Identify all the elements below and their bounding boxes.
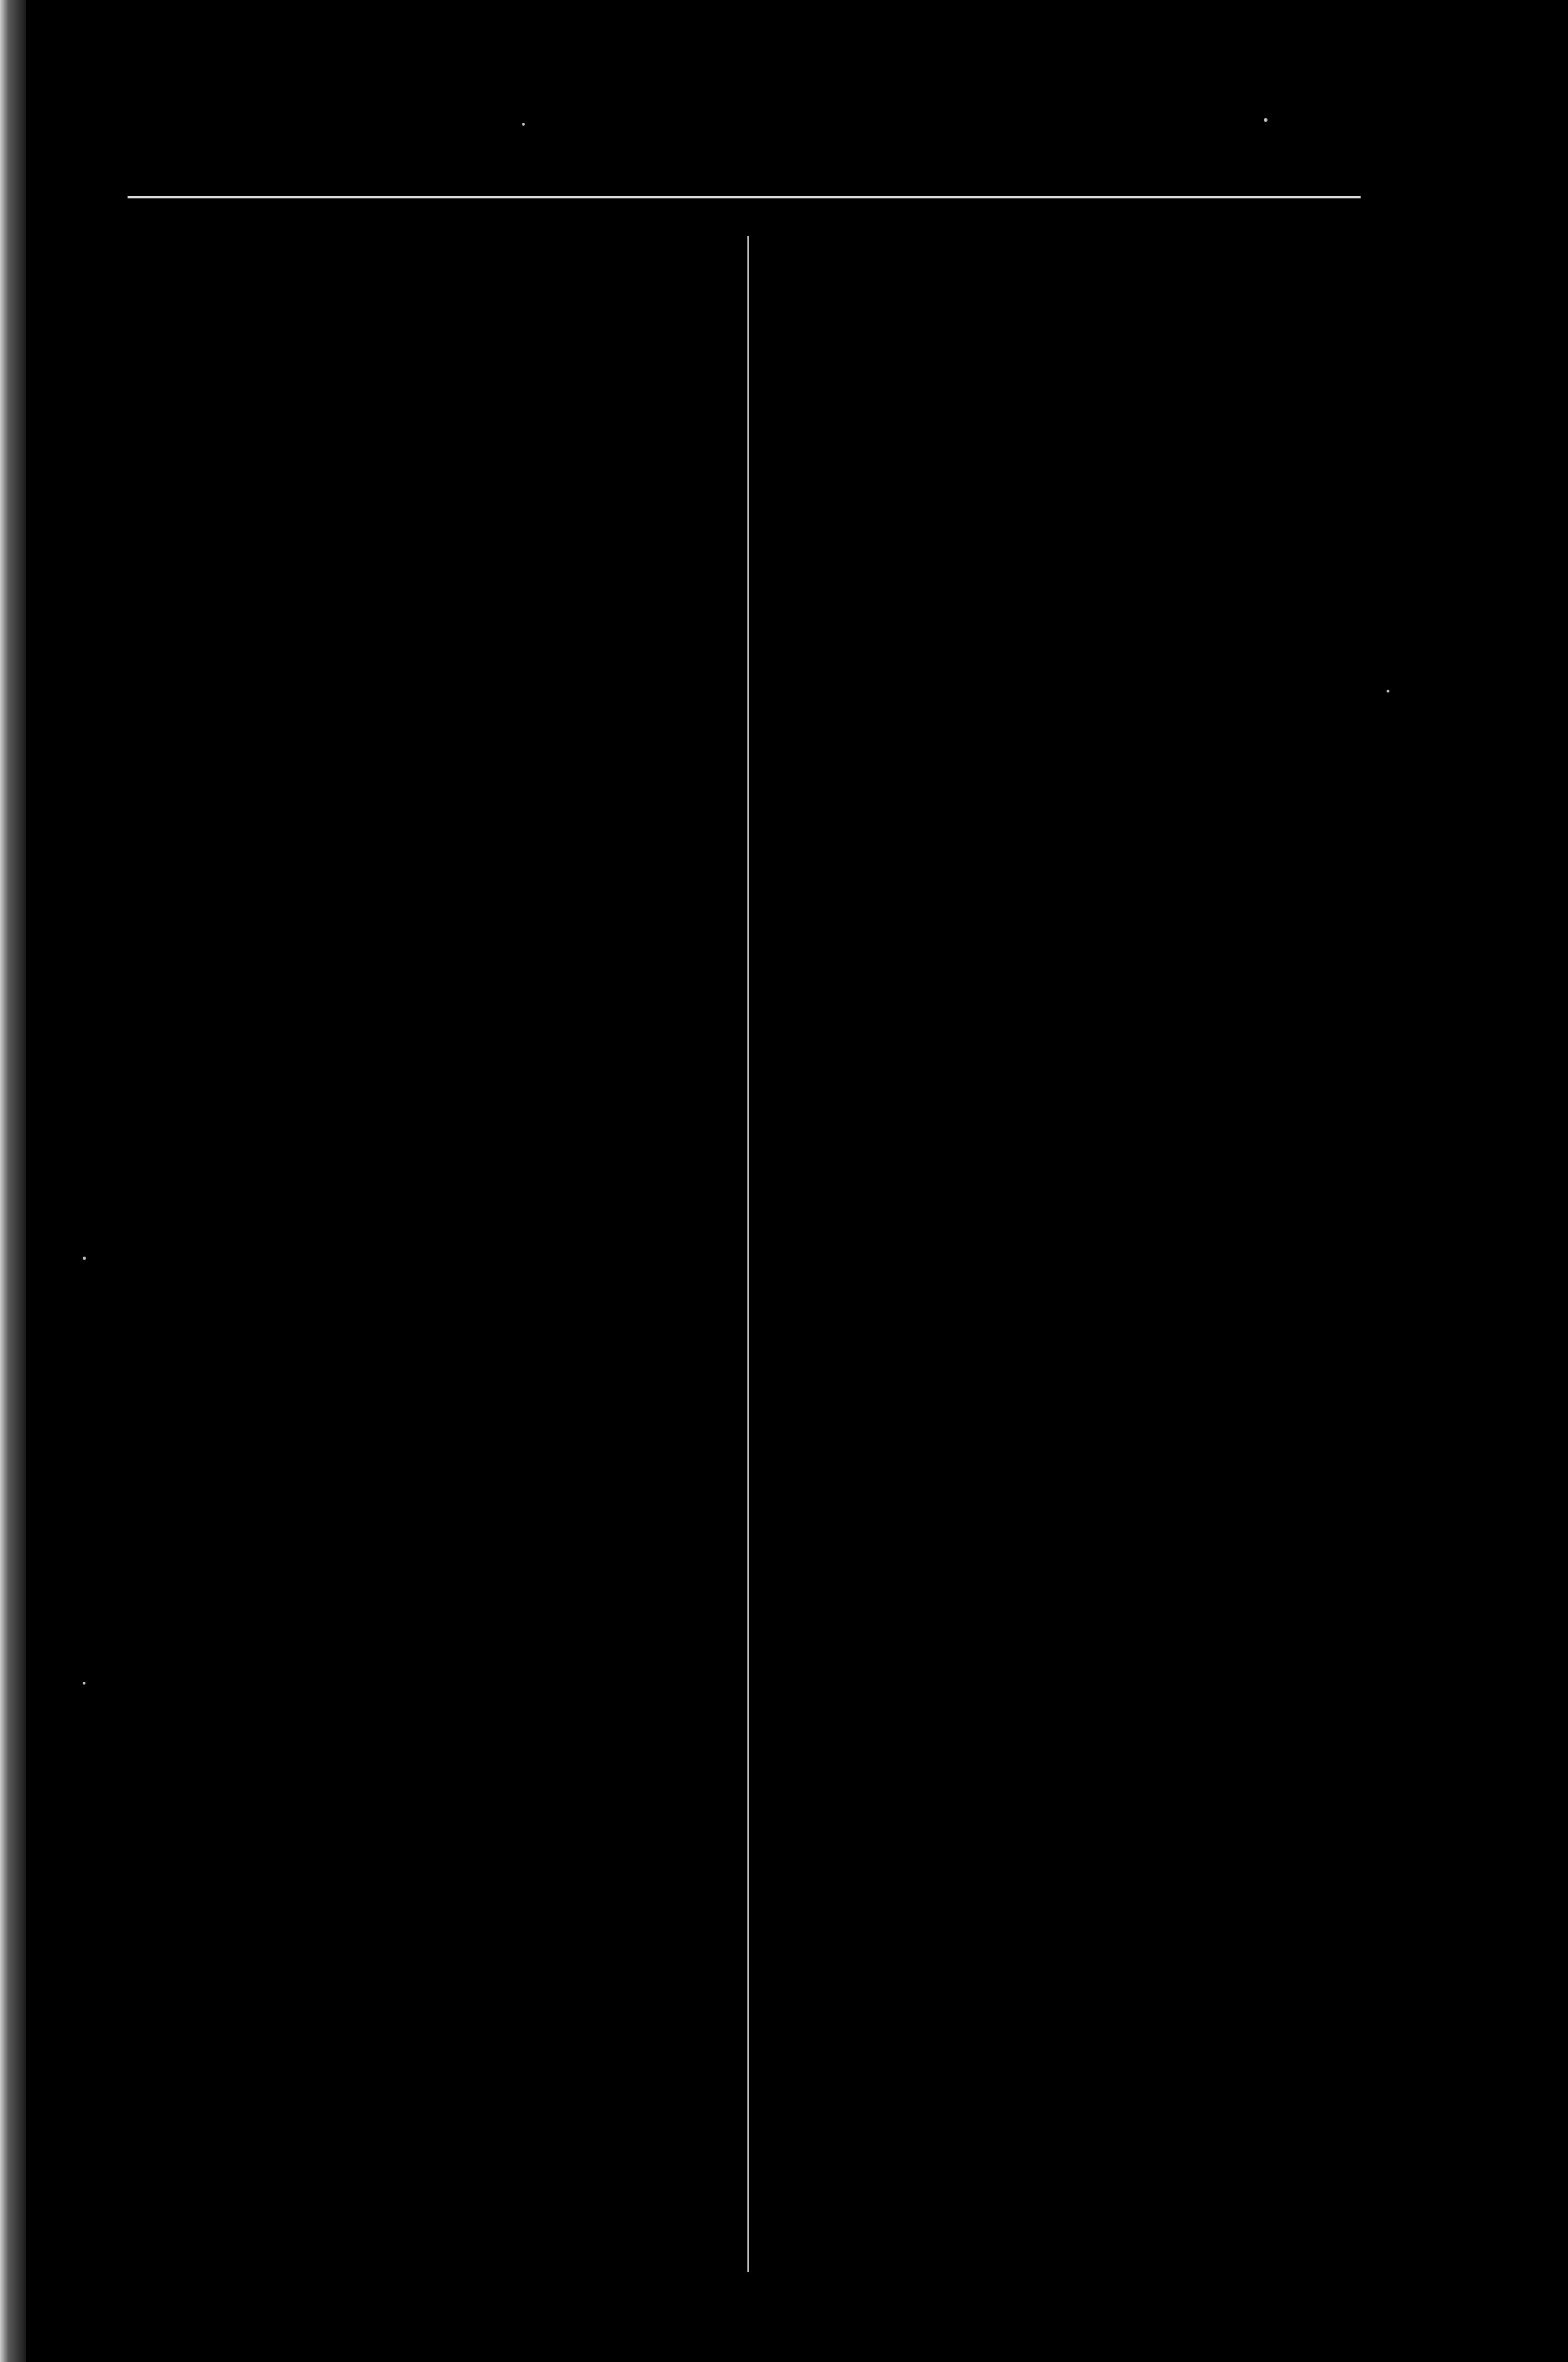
- directory-entry: Straschpitlová Marie. II Žitná ul. 37.: [125, 1004, 527, 1035]
- entry-continuation: bešova ul 6.: [751, 778, 883, 808]
- directory-entry: Krameriusová Jana, II. Reznická ul. 12.: [751, 925, 1186, 956]
- directory-entry: Benešová Marie, Vnhr. Vávrova tř. 6.: [751, 895, 1164, 925]
- directory-entry: Müller Josef, Vnhr. Tylovo nám. 12.: [751, 1941, 1149, 1971]
- directory-entry: Kaliwoda Karel, II. Školská ul. 10.: [751, 476, 1134, 507]
- directory-entry: Bárta Václav, Vnhr. Vávrova ul. 28: [125, 2032, 512, 2063]
- directory-entry: Braun Václav, II. ve Smečkách 15.: [751, 1104, 1132, 1135]
- directory-entry: Gröschl Antonín, Vnhr. Hálkova tř. 45.: [751, 1849, 1179, 1879]
- section-heading: Poštovní manipulantky:: [912, 828, 1200, 856]
- office-title: Úřad pro podávání zásilek pošty listovní.: [130, 1287, 737, 1328]
- page-binding-edge: [0, 0, 26, 2362]
- section-heading: Poštovní kontroloři:: [312, 1787, 555, 1815]
- directory-entry: Stolzová Karolina, I. Husova tř. 14.: [125, 973, 516, 1004]
- directory-entry: Haschková Kateřina, II. Marianská ul 14.: [125, 298, 579, 328]
- directory-entry: Staudingerová Marie, Vnhr. Brandlova: [125, 881, 552, 912]
- directory-entry: Pöll Josef, Krl. Havlíčkova ul. 3.: [751, 1609, 1111, 1639]
- directory-entry: Zicha Vincenc, II. Štěpánská ul. 31.: [751, 1196, 1143, 1227]
- directory-entry: Pelikánová Marie, II. Ječná ul. 3o.: [125, 543, 502, 574]
- dust-speck: [1264, 118, 1268, 122]
- office-title: Úřad pro dodávání zásilek pošty listovní.: [130, 1725, 737, 1766]
- entry-continuation: ul. 10.: [751, 1018, 821, 1048]
- directory-entry: Novotný Jan, Vnhr. Vocelova ul. 7.: [751, 1971, 1136, 2002]
- directory-entry: Pavlík Jan, II. ve Smečkách 3.: [751, 716, 1083, 747]
- section-heading: Assistenti:: [990, 2052, 1122, 2080]
- directory-entry: Schulzová Marie, Krl. Královská tř. 42.: [125, 758, 560, 789]
- directory-entry: Dvořák Hynek, Vnhr. Havlíčkova ul. 45o.: [751, 1455, 1211, 1486]
- entry-continuation: ul. 4.: [125, 912, 181, 942]
- dust-speck: [522, 123, 525, 126]
- directory-entry: Sedmík Eduard, Vnhr. Máchova ul. 21.: [751, 267, 1181, 298]
- directory-entry: Skalický Frant., Vnhr. Šafaříkova ul. 17.: [751, 236, 1195, 267]
- directory-entry: Pavlisová Otilie, II. Ostrovní ul. 4.: [125, 513, 505, 543]
- directory-entry: Zelnitzková Frant, II. Senovážné nám. 3.: [125, 1127, 574, 1157]
- page-number: 141: [1314, 147, 1365, 185]
- directory-entry: Schuhová Albina, Vnhr. Balbínova ul. 15.: [125, 727, 584, 758]
- directory-entry: Tykal Ludvík, II. Senovážné nám. 8.: [125, 1915, 526, 1946]
- directory-entry: Smidburg Rudolf, svob. pán, Vnhr. Ru-: [751, 747, 1183, 778]
- directory-entry: Miřiovský Jaromír, II. Olivova ul. 5.: [125, 1884, 525, 1915]
- dust-speck: [83, 1257, 86, 1260]
- directory-entry: Ledvinka Matěj, II. Řeznická ul. 3.: [751, 1910, 1136, 1941]
- directory-entry: Hammerová Marie, II. Hálkova ul. 2.: [125, 267, 534, 298]
- directory-entry: Třesnák Frant.,Vnhr. Hálkova tř. 14.: [125, 1213, 525, 1244]
- directory-entry: Waňková Marie, III. Lázeňská ul. 6.: [125, 1651, 521, 1681]
- section-heading: Poštovní assistent:: [316, 1436, 551, 1464]
- directory-entry: List Karel, II. na Struze 4.: [751, 1578, 1037, 1609]
- section-heading: Poštovní assistenti:: [935, 317, 1177, 345]
- directory-entry: Wepřek Frant., Vnhr. Klicperova ul. 36.: [751, 1369, 1187, 1399]
- directory-entry: Fischer Josef, Žk. Karlova ul. 455.: [751, 1756, 1131, 1787]
- directory-entry: Petáková Antonie, Sm. Barrandova ul. 8.: [125, 605, 574, 635]
- directory-entry: Kohlbaurová Betty, Vnhr. Vávrova ul. 16: [125, 420, 578, 451]
- entry-continuation: ul. 5.: [751, 415, 807, 445]
- directory-entry: Rungeová Frant., Vnhr. Hálkova tř. 1.: [125, 697, 540, 727]
- directory-entry: Eisenstein Ferdinand, III. Ostruhová ul. 40.: [751, 1726, 1227, 1756]
- dust-speck: [1387, 690, 1389, 693]
- directory-entry: Spinková Anna, Vnhr. Vocelova ul. 5.: [125, 850, 539, 881]
- entry-continuation: městí 3o: [125, 666, 219, 697]
- directory-entry: Kainz Karel, Krl. Jungmannovo nám. 4.: [751, 1547, 1191, 1578]
- section-heading: Poštovní výpravčí:: [942, 1068, 1170, 1096]
- directory-entry: Sládková Anna, Sm. Ostrovní ul. 12.: [125, 820, 528, 850]
- directory-entry: Jung Konrad, Vnhr. Havlíčkova ul. 1.: [751, 1879, 1163, 1910]
- directory-entry: Kaletzkých Elisa, Krl. Palackého tř. 16.: [125, 359, 560, 390]
- header-rule: [128, 196, 1361, 198]
- directory-entry: Kosák Karel, Žk. Poděbradova tř. 427.: [751, 1165, 1175, 1196]
- header-title: POŠTOVNÍ A TELEGRAFNÍ UŘADY.: [449, 146, 1033, 183]
- directory-entry: Vážný Vojtěch, Žk. Miličova ul. 3o2.: [751, 538, 1159, 568]
- right-column: [751, 236, 1361, 2315]
- directory-entry: Tonder Josef, Vnhr. Klicperova ul. 5.: [751, 2002, 1157, 2033]
- directory-entry: Wolmann Václav, Žk. Husova tř. 109.: [751, 599, 1166, 630]
- directory-entry: Baurová Albertina, II. Václavské nám. 42.: [751, 864, 1214, 895]
- directory-entry: Gross Josef, Žk. Chlumova ul. 515.: [751, 1818, 1140, 1849]
- section-heading: Poštovní officiál:: [330, 1349, 537, 1378]
- directory-entry: Lang Matěj, II. ve Smečkách 12.: [125, 1823, 485, 1854]
- directory-entry: Kobingrová Marie, Vnhr. Koubkova ul. 4.: [125, 390, 587, 420]
- section-heading: Vrchní kontrolor:: [953, 1332, 1159, 1361]
- directory-entry: Svobodová Justina, Vnhr. Tylovo nám. 28: [125, 1035, 585, 1065]
- section-heading: Poštovní praktikanti:: [929, 649, 1182, 677]
- directory-entry: v. Moltke Terezie, Vnhr. Palackého tř. 10.: [125, 1558, 583, 1589]
- directory-entry: v. Sterndahl Vilémina, II. Hopfenštokova: [751, 987, 1202, 1018]
- directory-entry: Mrázová Anna, VII. Ovenecká ul. 519.: [125, 1589, 552, 1620]
- directory-entry: Schulzová Růžena, Krl. Královská tř. 42.: [125, 789, 577, 820]
- column-divider: [747, 236, 749, 2272]
- directory-entry: Metlitzká Antonie, Vnhr. Havlíčkova tř. 3o.: [751, 956, 1230, 987]
- directory-entry: Gärtner Hynek, Vnhr. Klicperova ul. 9.: [751, 1486, 1181, 1516]
- directory-entry: Webersik Bohumil, III. Újezd 29.: [751, 568, 1118, 599]
- directory-entry: Blažej Josef, Vnhr. Vocelova ul. 8: [125, 1854, 497, 1884]
- directory-entry: Rösslerová Anna, III. Malostranské ná-: [125, 635, 556, 666]
- directory-entry: Pelikánová Pavla, II Hálkova ul. 2: [125, 574, 502, 605]
- directory-entry: Bareš Ant., Vnhr. Havlíčkova ul. 37.: [751, 353, 1151, 384]
- office-title: Špediční úřad pošty listovní.: [846, 1270, 1266, 1311]
- directory-entry: Horáček Libor, II. Příčná ul. 3.: [751, 1516, 1089, 1547]
- directory-entry: Böhm Augustin, Vnhr. Jungmannova ul. 2.: [751, 2088, 1221, 2119]
- directory-entry: Miškowská Antonie, II. Hálkova tř. 3o.: [125, 482, 556, 513]
- left-column: [125, 236, 742, 2315]
- directory-entry: Blažek Josef, Vnhr. Čelakovského ul. 15.: [751, 2119, 1204, 2150]
- directory-entry: Waltherová Frant., Vnhr. Hálkova tř. 8.: [125, 1065, 555, 1096]
- directory-entry: Chládek Alois Vojtěch, Vnhr. Klicperova: [751, 384, 1200, 415]
- directory-entry: Erhartová Marie, II. Marianská ul. 24.: [125, 236, 543, 267]
- directory-entry: Fischer Hynek, Žk. Cimburkova ul. 282.: [751, 1135, 1197, 1165]
- section-heading: Poštovní manipulantky:: [289, 1522, 578, 1550]
- directory-entry: Štikar Jakub, II. Štěpánská ul. 24.: [751, 507, 1121, 538]
- section-heading: Poštovní officiálové:: [308, 1996, 558, 2024]
- directory-entry: Henčl Emanuel, Krl. Palackého tř. 63.: [751, 445, 1169, 476]
- directory-entry: Walter Rudolf, Vnhr. Šafaříkova ul. 17.: [125, 1946, 557, 1977]
- directory-entry: Janata Frant., Vrš. Horymírova ul. 135.: [125, 1386, 554, 1416]
- directory-entry: Seidl Alois, Vnhr. Karlova ul. 25.: [125, 1472, 493, 1503]
- section-heading: Kontroloři:: [990, 1419, 1122, 1447]
- directory-entry: Beneš Antonín, Sm. Karlova ul. 3.: [751, 1695, 1128, 1726]
- dust-speck: [83, 1682, 86, 1685]
- directory-entry: Hemzal Vincenc, II. Žitná ul. 8.: [751, 685, 1098, 716]
- directory-entry: Kotková Amalie, II. u Půjčovny 4.: [125, 451, 503, 482]
- directory-entry: Svobodová Juliana, Vnhr. Tylovo nám. 28: [125, 1620, 587, 1651]
- directory-entry: Waňková Frant., III. na Kampě 10.: [125, 1096, 507, 1127]
- section-heading: Officiálové:: [986, 1659, 1126, 1687]
- directory-entry: Fischer Jan, Vnhr. Puchmajerova ul. 25.: [751, 1787, 1190, 1818]
- running-header: [128, 142, 1365, 194]
- directory-entry: Stöhrová Marie, II. Marianská ul 24.: [125, 942, 527, 973]
- section-heading: Poštovní výpravčí:: [320, 1177, 547, 1205]
- directory-entry: Hodková Jana, Krl. Královská tř. 5o.: [125, 328, 530, 359]
